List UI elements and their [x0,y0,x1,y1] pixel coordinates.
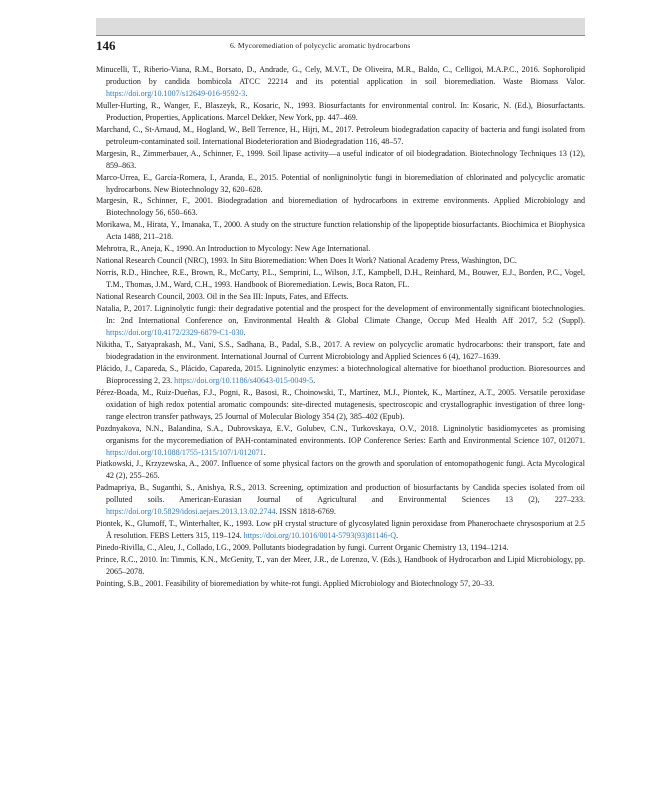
reference-tail: . ISSN 1818-6769. [275,507,336,517]
reference-entry [96,172,585,196]
reference-text: Piatkowski, J., Krzyzewska, A., 2007. Influence of some physical factors on the growth and sporulation of entomopathogenic fungi. Acta Mycological 42 (2), 255–265. [96,459,585,481]
reference-entry [96,255,585,267]
reference-text: Prince, R.C., 2010. In: Timmis, K.N., McGenity, T., van der Meer, J.R., de Lorenzo, V. (Eds.), Handbook of Hydrocarbon and Lipid Microbiology, pp. 2065–2078. [96,555,585,577]
reference-text: Margesin, R., Zimmerbauer, A., Schinner, F., 1999. Soil lipase activity—a useful indicator of oil biodegradation. Biotechnology Techniques 13 (12), 859–863. [96,148,585,170]
reference-entry [96,458,585,482]
reference-list [96,64,585,590]
reference-text: Minucelli, T., Riberio-Viana, R.M., Borsato, D., Andrade, G., Cely, M.V.T., De Oliveira, M.R., Baldo, C., Celligoi, M.A.P.C., 2016. Sophorolipid production by candida bombicola ATCC 22214 and its potential application in soil bioremediation. Waste Biomass Valor. [96,65,585,86]
reference-entry [96,148,585,172]
reference-text: Pointing, S.B., 2001. Feasibility of bioremediation by white-rot fungi. Applied Microbiology and Biotechnology 57, 20–33. [96,578,495,588]
header-rule [96,35,585,36]
reference-text: Mehrotra, R., Aneja, K., 1990. An Introduction to Mycology: New Age International. [96,244,371,254]
reference-entry [96,219,585,243]
reference-entry [96,243,585,255]
doi-link[interactable]: https://doi.org/10.1088/1755-1315/107/1/012071 [106,447,264,457]
doi-link[interactable]: https://doi.org/10.5829/idosi.aejaes.2013.13.02.2744 [106,507,276,517]
reference-entry [96,482,585,518]
reference-entry [96,64,585,100]
reference-entry [96,124,585,148]
reference-tail: . [396,531,399,541]
reference-tail: . [245,88,248,98]
doi-link[interactable]: https://doi.org/10.4172/2329-6879-C1-030 [106,327,244,337]
reference-text: Pozdnyakova, N.N., Balandina, S.A., Dubrovskaya, E.V., Golubev, C.N., Turkovskaya, O.V., 2018. Ligninolytic basidiomycetes as promising organisms for the mycoremediation of PAH-contaminated environments. IOP Conference Series: Earth and Environmental Science 107, 012071. [96,423,585,445]
reference-text: Pinedo-Rivilla, C., Aleu, J., Collado, I.G., 2009. Pollutants biodegradation by fungi. Current Organic Chemistry 13, 1194–1214. [96,543,509,553]
header-band [96,18,585,35]
page-number: 146 [96,38,116,53]
reference-text: Margesin, R., Schinner, F., 2001. Biodegradation and bioremediation of hydrocarbons in extreme environments. Applied Microbiology and Biotechnology 56, 650–663. [96,196,585,218]
reference-tail: . [313,375,316,385]
running-head: 6. Mycoremediation of polycyclic aromatic hydrocarbons [230,41,411,50]
reference-entry [96,303,585,339]
reference-entry [96,267,585,291]
reference-text: Marco-Urrea, E., García-Romera, I., Aranda, E., 2015. Potential of nonligninolytic fungi in bioremediation of chlorinated and polycyclic aromatic hydrocarbons. New Biotechnology 32, 620–628. [96,172,585,194]
reference-text: Piontek, K., Glumoff, T., Winterhalter, K., 1993. Low pH crystal structure of glycosylated lignin peroxidase from Phanerochaete chrysosporium at 2.5 Å resolution. FEBS Letters 315, 119–124. [96,519,585,541]
reference-text: Nikitha, T., Satyaprakash, M., Vani, S.S., Sadhana, B., Padal, S.B., 2017. A review on polycyclic aromatic hydrocarbons: their transport, fate and biodegradation in the environment. International Journal of Current Microbiology and Applied Sciences 6 (4), 1627–1639. [96,339,585,361]
reference-text: Norris, R.D., Hinchee, R.E., Brown, R., McCarty, P.L., Semprini, L., Wilson, J.T., Kampbell, D.H., Reinhard, M., Bouwer, E.J., Borden, P.C., Vogel, T.M., Thomas, J.M., Ward, C.H., 1993. Handbook of Bioremediation. Lewis, Boca Raton, FL. [96,268,585,290]
reference-text: National Research Council, 2003. Oil in the Sea III: Inputs, Fates, and Effects. [96,292,349,302]
reference-text: Padmapriya, B., Suganthi, S., Anishya, R.S., 2013. Screening, optimization and production of biosurfactants by Candida species isolated from oil polluted soils. American-Eurasian Journal of Agricultural and Environmental Sciences 13 (2), 227–233. [96,483,585,505]
reference-text: Muller-Hurting, R., Wanger, F., Blaszeyk, R., Kosaric, N., 1993. Biosurfactants for environmental control. In: Kosaric, N. (Ed.), Biosurfactants. Production, Properties, Applications. Marcel Dekker, New York, pp. 447–469. [96,100,585,122]
reference-entry [96,578,585,590]
reference-text: National Research Council (NRC), 1993. In Situ Bioremediation: When Does It Work? National Academy Press, Washington, DC. [96,256,517,266]
reference-entry [96,542,585,554]
reference-entry [96,554,585,578]
reference-entry [96,423,585,459]
reference-text: Natalia, P., 2017. Ligninolytic fungi: their degradative potential and the prospect for the development of environmentally significant biotechnologies. In: 2nd International Conference on, Environmental Health & Global Climate Change, Occup Med Health Aff 2017, 5:2 (Suppl). [96,304,585,326]
reference-text: Plácido, J., Capareda, S., Plácido, Capareda, 2015. Ligninolytic enzymes: a biotechnological alternative for bioethanol production. Bioresources and Bioprocessing 2, 23. [96,363,585,385]
reference-entry [96,100,585,124]
reference-entry [96,363,585,387]
reference-entry [96,291,585,303]
reference-text: Marchand, C., St-Arnaud, M., Hogland, W., Bell Terrence, H., Hijri, M., 2017. Petroleum biodegradation capacity of bacteria and fungi isolated from petroleum-contaminated soil. International Biodeterioration and Biodegradation 116, 48–57. [96,124,585,146]
reference-text: Pérez-Boada, M., Ruiz-Dueñas, F.J., Pogni, R., Basosi, R., Choinowski, T., Martínez, M.J., Piontek, K., Martínez, A.T., 2005. Versatile peroxidase oxidation of high redox potential aromatic compounds: site-directed mutagenesis, spectroscopic and crystallographic investigation of three long-range electron transfer pathways, 25 Journal of Molecular Biology 354 (2), 385–402 (Epub). [96,387,585,421]
reference-tail: . [263,447,266,457]
reference-entry [96,387,585,423]
doi-link[interactable]: https://doi.org/10.1016/0014-5793(93)81146-Q [243,531,397,541]
reference-entry [96,518,585,542]
doi-link[interactable]: https://doi.org/10.1007/s12649-016-9592-3 [106,88,246,98]
doi-link[interactable]: https://doi.org/10.1186/s40643-015-0049-5 [174,375,314,385]
reference-entry [96,195,585,219]
reference-entry [96,339,585,363]
reference-text: Morikawa, M., Hirata, Y., Imanaka, T., 2000. A study on the structure function relationship of the lipopeptide biosurfactants. Biochimica et Biophysica Acta 1488, 211–218. [96,220,585,242]
reference-tail: . [243,327,246,337]
